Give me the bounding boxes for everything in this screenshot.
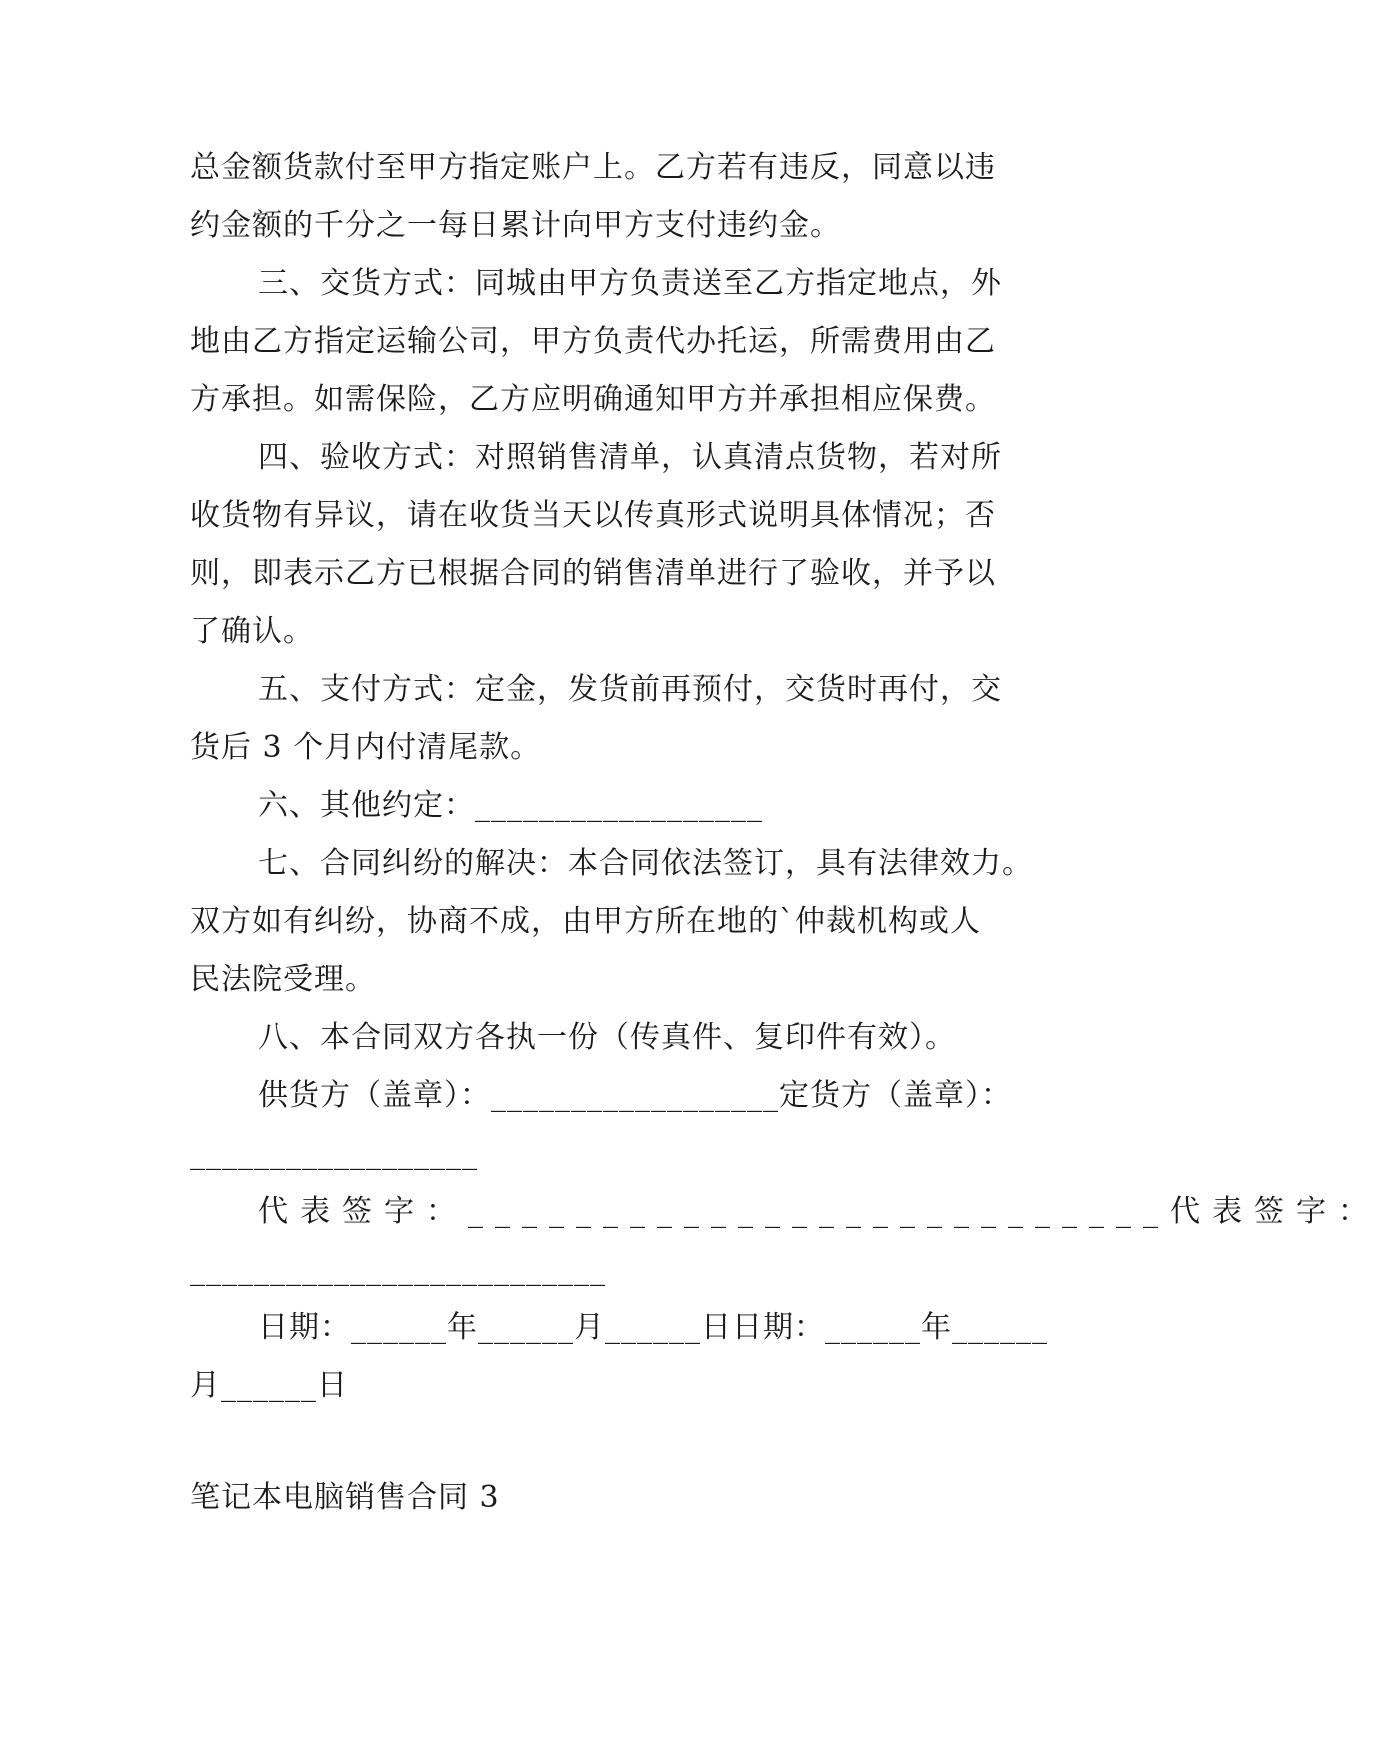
text-line: 约金额的千分之一每日累计向甲方支付违约金。 — [190, 208, 841, 243]
text-line: 供货方（盖章）：__________________定货方（盖章）： — [258, 1078, 1012, 1113]
text-line: 七、合同纠纷的解决：本合同依法签订，具有法律效力。 — [258, 846, 1033, 881]
text-line: 双方如有纠纷，协商不成，由甲方所在地的`仲裁机构或人 — [190, 904, 981, 939]
text-line: 则，即表示乙方已根据合同的销售清单进行了验收，并予以 — [190, 556, 996, 591]
text-line: 民法院受理。 — [190, 962, 376, 997]
text-line: __________________________ — [190, 1252, 606, 1287]
text-line: __________________ — [190, 1136, 478, 1171]
text-line: 收货物有异议，请在收货当天以传真形式说明具体情况；否 — [190, 498, 996, 533]
text-line: 五、支付方式：定金，发货前再预付，交货时再付，交 — [258, 672, 1002, 707]
text-line: 月______日 — [190, 1368, 348, 1403]
text-line: 八、本合同双方各执一份（传真件、复印件有效）。 — [258, 1020, 956, 1055]
text-line: 六、其他约定：__________________ — [258, 788, 763, 823]
text-line: 了确认。 — [190, 614, 314, 649]
text-line: 地由乙方指定运输公司，甲方负责代办托运，所需费用由乙 — [190, 324, 996, 359]
text-line: 日期：______年______月______日日期：______年______ — [258, 1310, 1048, 1345]
text-line: 四、验收方式：对照销售清单，认真清点货物，若对所 — [258, 440, 1002, 475]
text-line: 方承担。如需保险，乙方应明确通知甲方并承担相应保费。 — [190, 382, 996, 417]
text-line: 代表签字：__________________________代表签字： — [258, 1194, 1380, 1229]
text-line: 总金额货款付至甲方指定账户上。乙方若有违反，同意以违 — [190, 150, 996, 185]
section-title: 笔记本电脑销售合同 3 — [190, 1480, 500, 1515]
text-line: 货后 3 个月内付清尾款。 — [190, 730, 542, 765]
text-line: 三、交货方式：同城由甲方负责送至乙方指定地点，外 — [258, 266, 1002, 301]
